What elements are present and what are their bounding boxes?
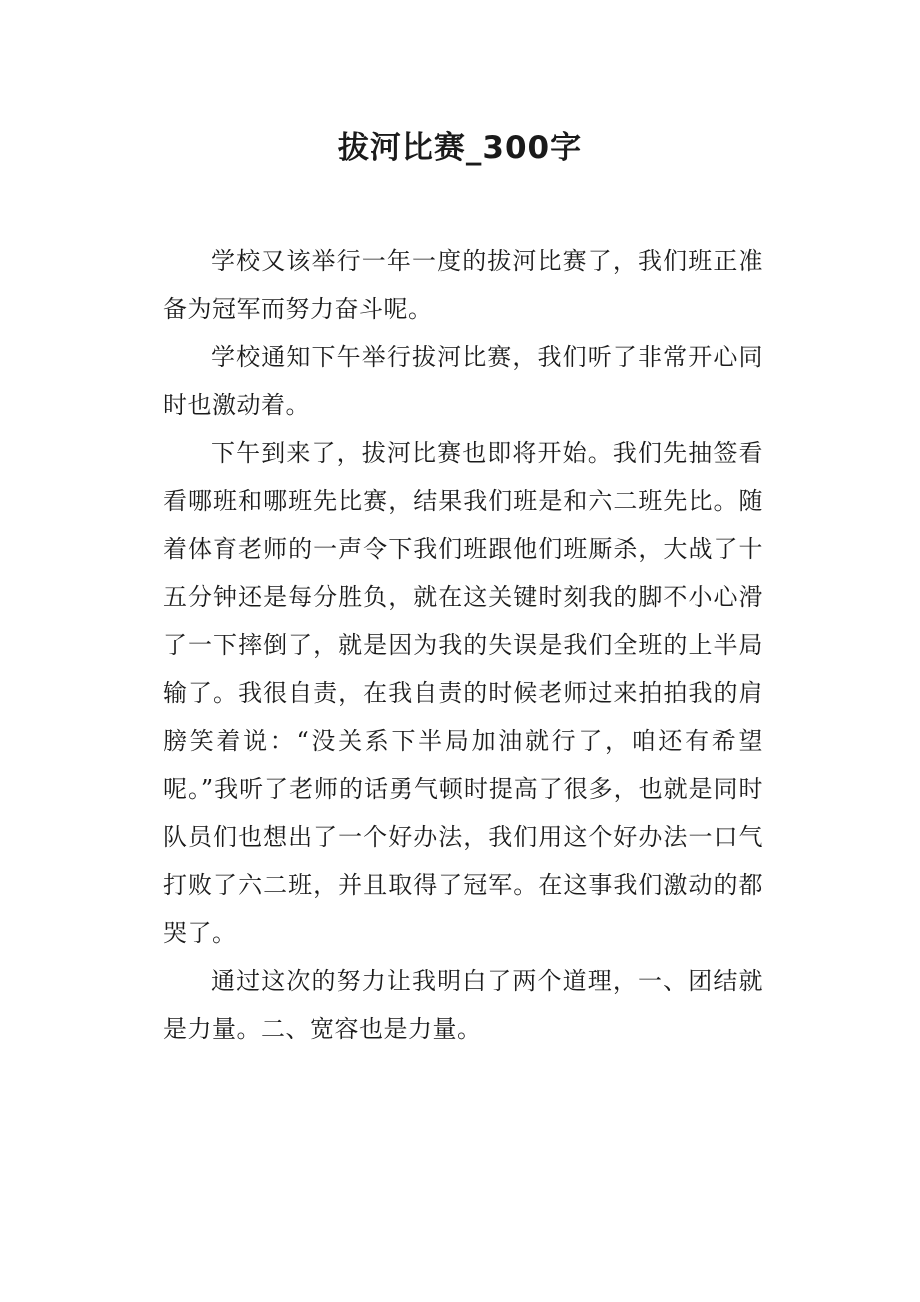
paragraph-1: 学校又该举行一年一度的拔河比赛了，我们班正准备为冠军而努力奋斗呢。 xyxy=(163,247,763,323)
paragraph-2: 学校通知下午举行拔河比赛，我们听了非常开心同时也激动着。 xyxy=(163,343,763,419)
document-body xyxy=(163,237,763,1053)
document-title: 拔河比赛_300字 xyxy=(337,130,583,166)
paragraph-4: 通过这次的努力让我明白了两个道理，一、团结就是力量。二、宽容也是力量。 xyxy=(163,967,763,1043)
paragraph-3: 下午到来了，拔河比赛也即将开始。我们先抽签看看哪班和哪班先比赛，结果我们班是和六二班先比。随着体育老师的一声令下我们班跟他们班厮杀，大战了十五分钟还是每分胜负，就在这关键时刻我的脚不小心滑了一下摔倒了，就是因为我的失误是我们全班的上半局输了。我很自责，在我自责的时候老师过来拍拍我的肩膀笑着说：“没关系下半局加油就行了，咱还有希望呢。”我听了老师的话勇气顿时提高了很多，也就是同时队员们也想出了一个好办法，我们用这个好办法一口气打败了六二班，并且取得了冠军。在这事我们激动的都哭了。 xyxy=(163,439,763,947)
